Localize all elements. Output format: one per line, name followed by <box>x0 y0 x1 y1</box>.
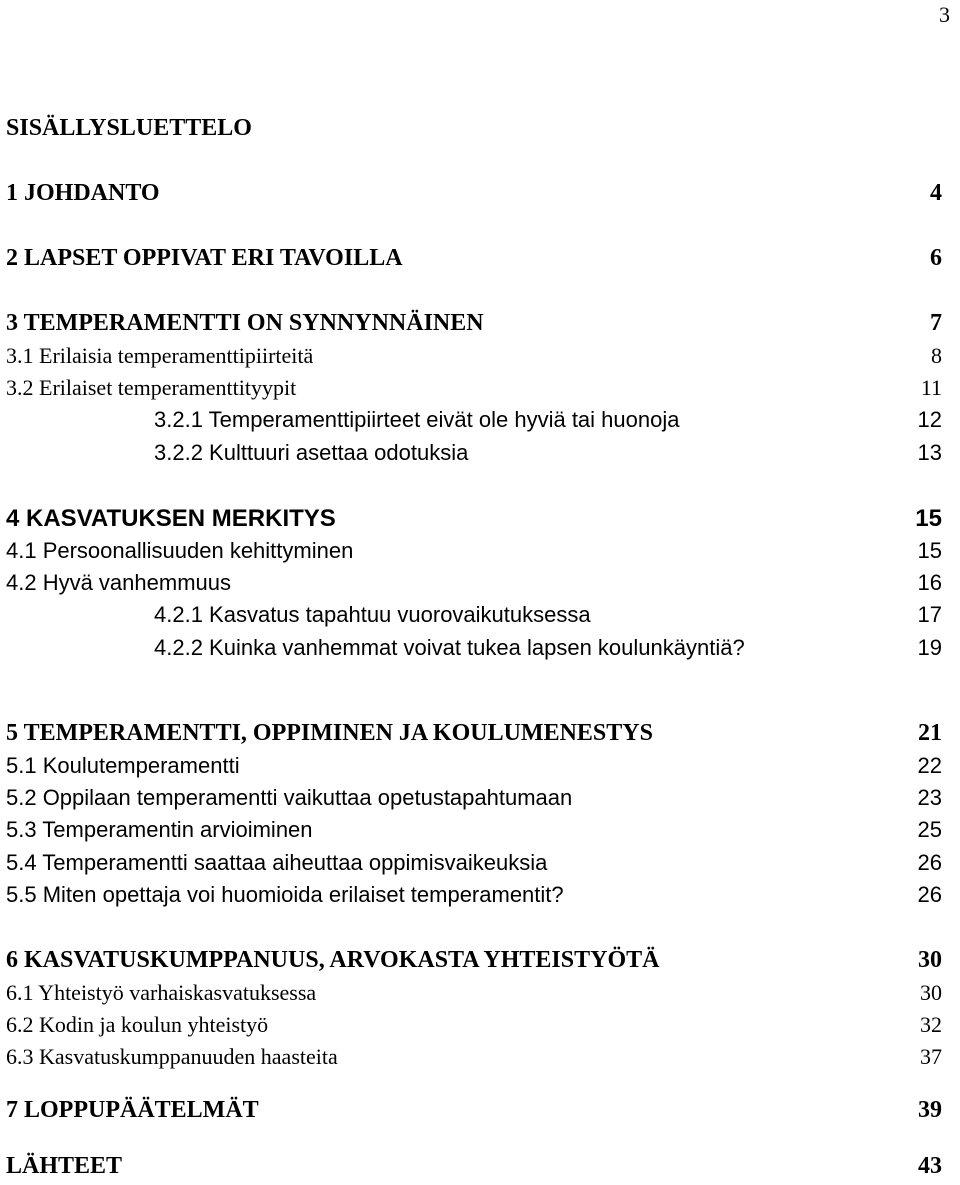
toc-entry-label: 5.3 Temperamentin arvioiminen <box>6 817 313 842</box>
toc-entry-label: 5.4 Temperamentti saattaa aiheuttaa oppimisvaikeuksia <box>6 850 548 875</box>
toc-entry-label: 4 KASVATUKSEN MERKITYS <box>6 505 336 532</box>
toc-entry-label: 7 LOPPUPÄÄTELMÄT <box>6 1097 259 1123</box>
toc-entry-page: 26 <box>917 850 942 875</box>
toc-entry <box>0 245 960 277</box>
toc-entry <box>0 505 960 537</box>
toc-entry-label: 5.5 Miten opettaja voi huomioida erilaiset temperamentit? <box>6 882 564 907</box>
toc-entry <box>0 440 960 472</box>
toc-entry-label: 6.2 Kodin ja koulun yhteistyö <box>6 1012 269 1037</box>
page-number: 3 <box>939 2 950 27</box>
toc-entry <box>0 817 960 849</box>
toc-entry <box>0 1012 960 1044</box>
toc-entry-label: 5 TEMPERAMENTTI, OPPIMINEN JA KOULUMENESTYS <box>6 720 653 746</box>
toc-entry <box>0 1153 960 1185</box>
toc-entry <box>0 375 960 407</box>
toc-entry-label: 5.1 Koulutemperamentti <box>6 753 240 778</box>
toc-entry-label: 6.1 Yhteistyö varhaiskasvatuksessa <box>6 980 317 1005</box>
toc-entry <box>0 850 960 882</box>
toc-title: SISÄLLYSLUETTELO <box>6 115 252 141</box>
toc-entry-page: 15 <box>915 505 942 532</box>
toc-entry-page: 43 <box>918 1153 942 1179</box>
toc-entry-page: 7 <box>930 310 942 336</box>
toc-entry <box>0 785 960 817</box>
toc-entry-label: 5.2 Oppilaan temperamentti vaikuttaa opetustapahtumaan <box>6 785 573 810</box>
toc-entry-page: 32 <box>920 1012 942 1037</box>
toc-entry-page: 39 <box>918 1097 942 1123</box>
toc-entry-page: 15 <box>917 538 942 563</box>
toc-entry-label: 3.2.2 Kulttuuri asettaa odotuksia <box>154 440 469 465</box>
toc-entry-label: 3.2 Erilaiset temperamenttityypit <box>6 375 297 400</box>
toc-entry-page: 25 <box>917 817 942 842</box>
toc-entry-label: 3.2.1 Temperamenttipiirteet eivät ole hyviä tai huonoja <box>154 407 680 432</box>
toc-entry-label: 3.1 Erilaisia temperamenttipiirteitä <box>6 343 314 368</box>
toc-entry-page: 23 <box>917 785 942 810</box>
toc-entry-label: 4.2 Hyvä vanhemmuus <box>6 570 231 595</box>
toc-entry <box>0 407 960 439</box>
toc-entry-label: 6.3 Kasvatuskumppanuuden haasteita <box>6 1044 338 1069</box>
toc-entry <box>0 1044 960 1076</box>
toc-entry <box>0 635 960 667</box>
toc-entry <box>0 882 960 914</box>
toc-entry-label: LÄHTEET <box>6 1153 123 1179</box>
toc-entry-page: 22 <box>917 753 942 778</box>
toc-entry-page: 13 <box>917 440 942 465</box>
toc-entry <box>0 1097 960 1129</box>
toc-entry <box>0 980 960 1012</box>
toc-entry-page: 4 <box>930 180 942 206</box>
toc-entry-label: 2 LAPSET OPPIVAT ERI TAVOILLA <box>6 245 403 271</box>
toc-entry <box>0 753 960 785</box>
toc-entry <box>0 602 960 634</box>
toc-entry-page: 26 <box>917 882 942 907</box>
toc-entry-page: 30 <box>918 947 942 973</box>
toc-entry-label: 4.1 Persoonallisuuden kehittyminen <box>6 538 354 563</box>
toc-entry-page: 30 <box>920 980 942 1005</box>
toc-entry <box>0 570 960 602</box>
toc-entry-page: 21 <box>918 720 942 746</box>
toc-entry-label: 4.2.1 Kasvatus tapahtuu vuorovaikutuksessa <box>154 602 591 627</box>
toc-entry-page: 17 <box>917 602 942 627</box>
toc-entry-page: 12 <box>917 407 942 432</box>
toc-entry-label: 4.2.2 Kuinka vanhemmat voivat tukea lapsen koulunkäyntiä? <box>154 635 745 660</box>
toc-entry-page: 8 <box>931 343 942 368</box>
toc-entry-page: 16 <box>917 570 942 595</box>
toc-entry-label: 1 JOHDANTO <box>6 180 160 206</box>
toc-entry-page: 37 <box>920 1044 942 1069</box>
toc-entry-label: 3 TEMPERAMENTTI ON SYNNYNNÄINEN <box>6 310 484 336</box>
toc-entry-page: 6 <box>930 245 942 271</box>
toc-entry-page: 19 <box>917 635 942 660</box>
toc-entry <box>0 720 960 752</box>
toc-entry <box>0 538 960 570</box>
toc-entry-page: 11 <box>920 375 942 400</box>
toc-entry <box>0 180 960 212</box>
toc-entry-label: 6 KASVATUSKUMPPANUUS, ARVOKASTA YHTEISTYÖTÄ <box>6 947 660 973</box>
toc-entry <box>0 947 960 979</box>
toc-entry <box>0 343 960 375</box>
toc-entry <box>0 310 960 342</box>
